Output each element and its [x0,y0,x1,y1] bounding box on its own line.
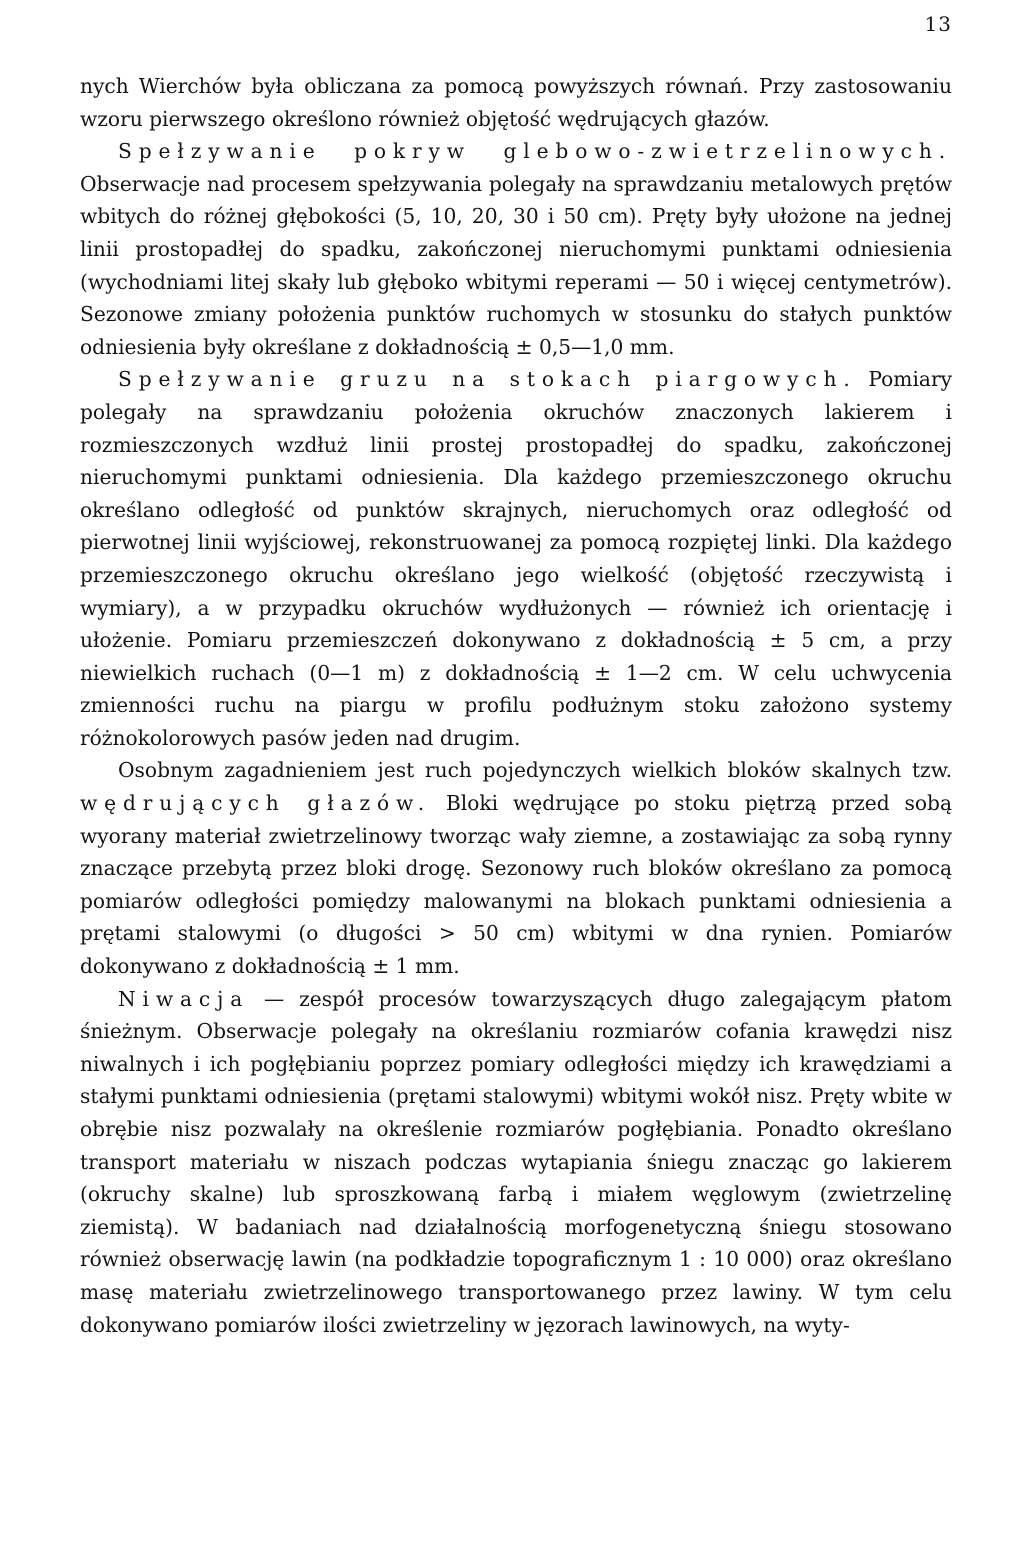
paragraph-wandering-boulders [80,754,952,982]
paragraph-creep-soil [80,135,952,363]
section-heading-spaced: Spełzywanie gruzu na stokach piargowych. [118,367,857,392]
paragraph-text: Obserwacje nad procesem spełzywania polegały na sprawdzaniu metalowych prętów wbitych do różnej głębokości (5, 10, 20, 30 i 50 cm). Pręty były ułożone na jednej linii prostopadłej do spadku, zakończonej nieruchomymi punktami odniesienia (wychodniami litej skały lub głęboko wbitymi reperami — 50 i więcej centymetrów). Sezonowe zmiany położenia punktów ruchomych w stosunku do stałych punktów odniesienia były określane z dokładnością ± 0,5—1,0 mm. [80,171,952,359]
paragraph-nivation [80,983,952,1342]
body-text [80,70,952,1341]
term-spaced: wędrujących głazów. [80,791,432,816]
paragraph-text: Bloki wędrujące po stoku piętrzą przed sobą wyorany materiał zwietrzelinowy tworząc wały ziemne, a zostawiając za sobą rynny znaczące przebytą przez bloki drogę. Sezonowy ruch bloków określano za pomocą pomiarów odległości pomiędzy malowanymi na blokach punktami odniesienia a prętami stalowymi (o długości > 50 cm) wbitymi w dna rynien. Pomiarów dokonywano z dokładnością ± 1 mm. [80,791,952,979]
paragraph-continuation [80,70,952,135]
section-heading-spaced: Niwacja [118,986,250,1011]
paragraph-text: nych Wierchów była obliczana za pomocą powyższych równań. Przy zastosowaniu wzoru pierwszego określono również objętość wędrujących głazów. [80,74,952,131]
paragraph-text: — zespół procesów towarzyszących długo zalegającym płatom śnieżnym. Obserwacje polegały na określaniu rozmiarów cofania krawędzi nisz niwalnych i ich pogłębianiu poprzez pomiary odległości między ich krawędziami a stałymi punktami odniesienia (prętami stalowymi) wbitymi wokół nisz. Pręty wbite w obrębie nisz pozwalały na określenie rozmiarów pogłębiania. Ponadto określano transport materiału w niszach podczas wytapiania śniegu znacząc go lakierem (okruchy skalne) lub sproszkowaną farbą i miałem węglowym (zwietrzelinę ziemistą). W badaniach nad działalnością morfogenetyczną śniegu stosowano również obserwację lawin (na podkładzie topograficznym 1 : 10 000) oraz określano masę materiału zwietrzelinowego transportowanego przez lawiny. W tym celu dokonywano pomiarów ilości zwietrzeliny w jęzorach lawinowych, na wyty- [80,986,952,1337]
section-heading-spaced: Spełzywanie pokryw glebowo-zwietrzelinowych. [118,139,952,164]
paragraph-creep-scree [80,363,952,754]
page-number: 13 [924,12,952,36]
paragraph-text-lead: Osobnym zagadnieniem jest ruch pojedynczych wielkich bloków skalnych tzw. [118,758,952,783]
paragraph-text: Pomiary polegały na sprawdzaniu położenia okruchów znaczonych lakierem i rozmieszczonych wzdłuż linii prostej prostopadłej do spadku, zakończonej nieruchomymi punktami odniesienia. Dla każdego przemieszczonego okruchu określano odległość od punktów skrajnych, nieruchomych oraz odległość od pierwotnej linii wyjściowej, rekonstruowanej za pomocą rozpiętej linki. Dla każdego przemieszczonego okruchu określano jego wielkość (objętość rzeczywistą i wymiary), a w przypadku okruchów wydłużonych — również ich orientację i ułożenie. Pomiaru przemieszczeń dokonywano z dokładnością ± 5 cm, a przy niewielkich ruchach (0—1 m) z dokładnością ± 1—2 cm. W celu uchwycenia zmienności ruchu na piargu w profilu podłużnym stoku założono systemy różnokolorowych pasów jeden nad drugim. [80,367,952,750]
